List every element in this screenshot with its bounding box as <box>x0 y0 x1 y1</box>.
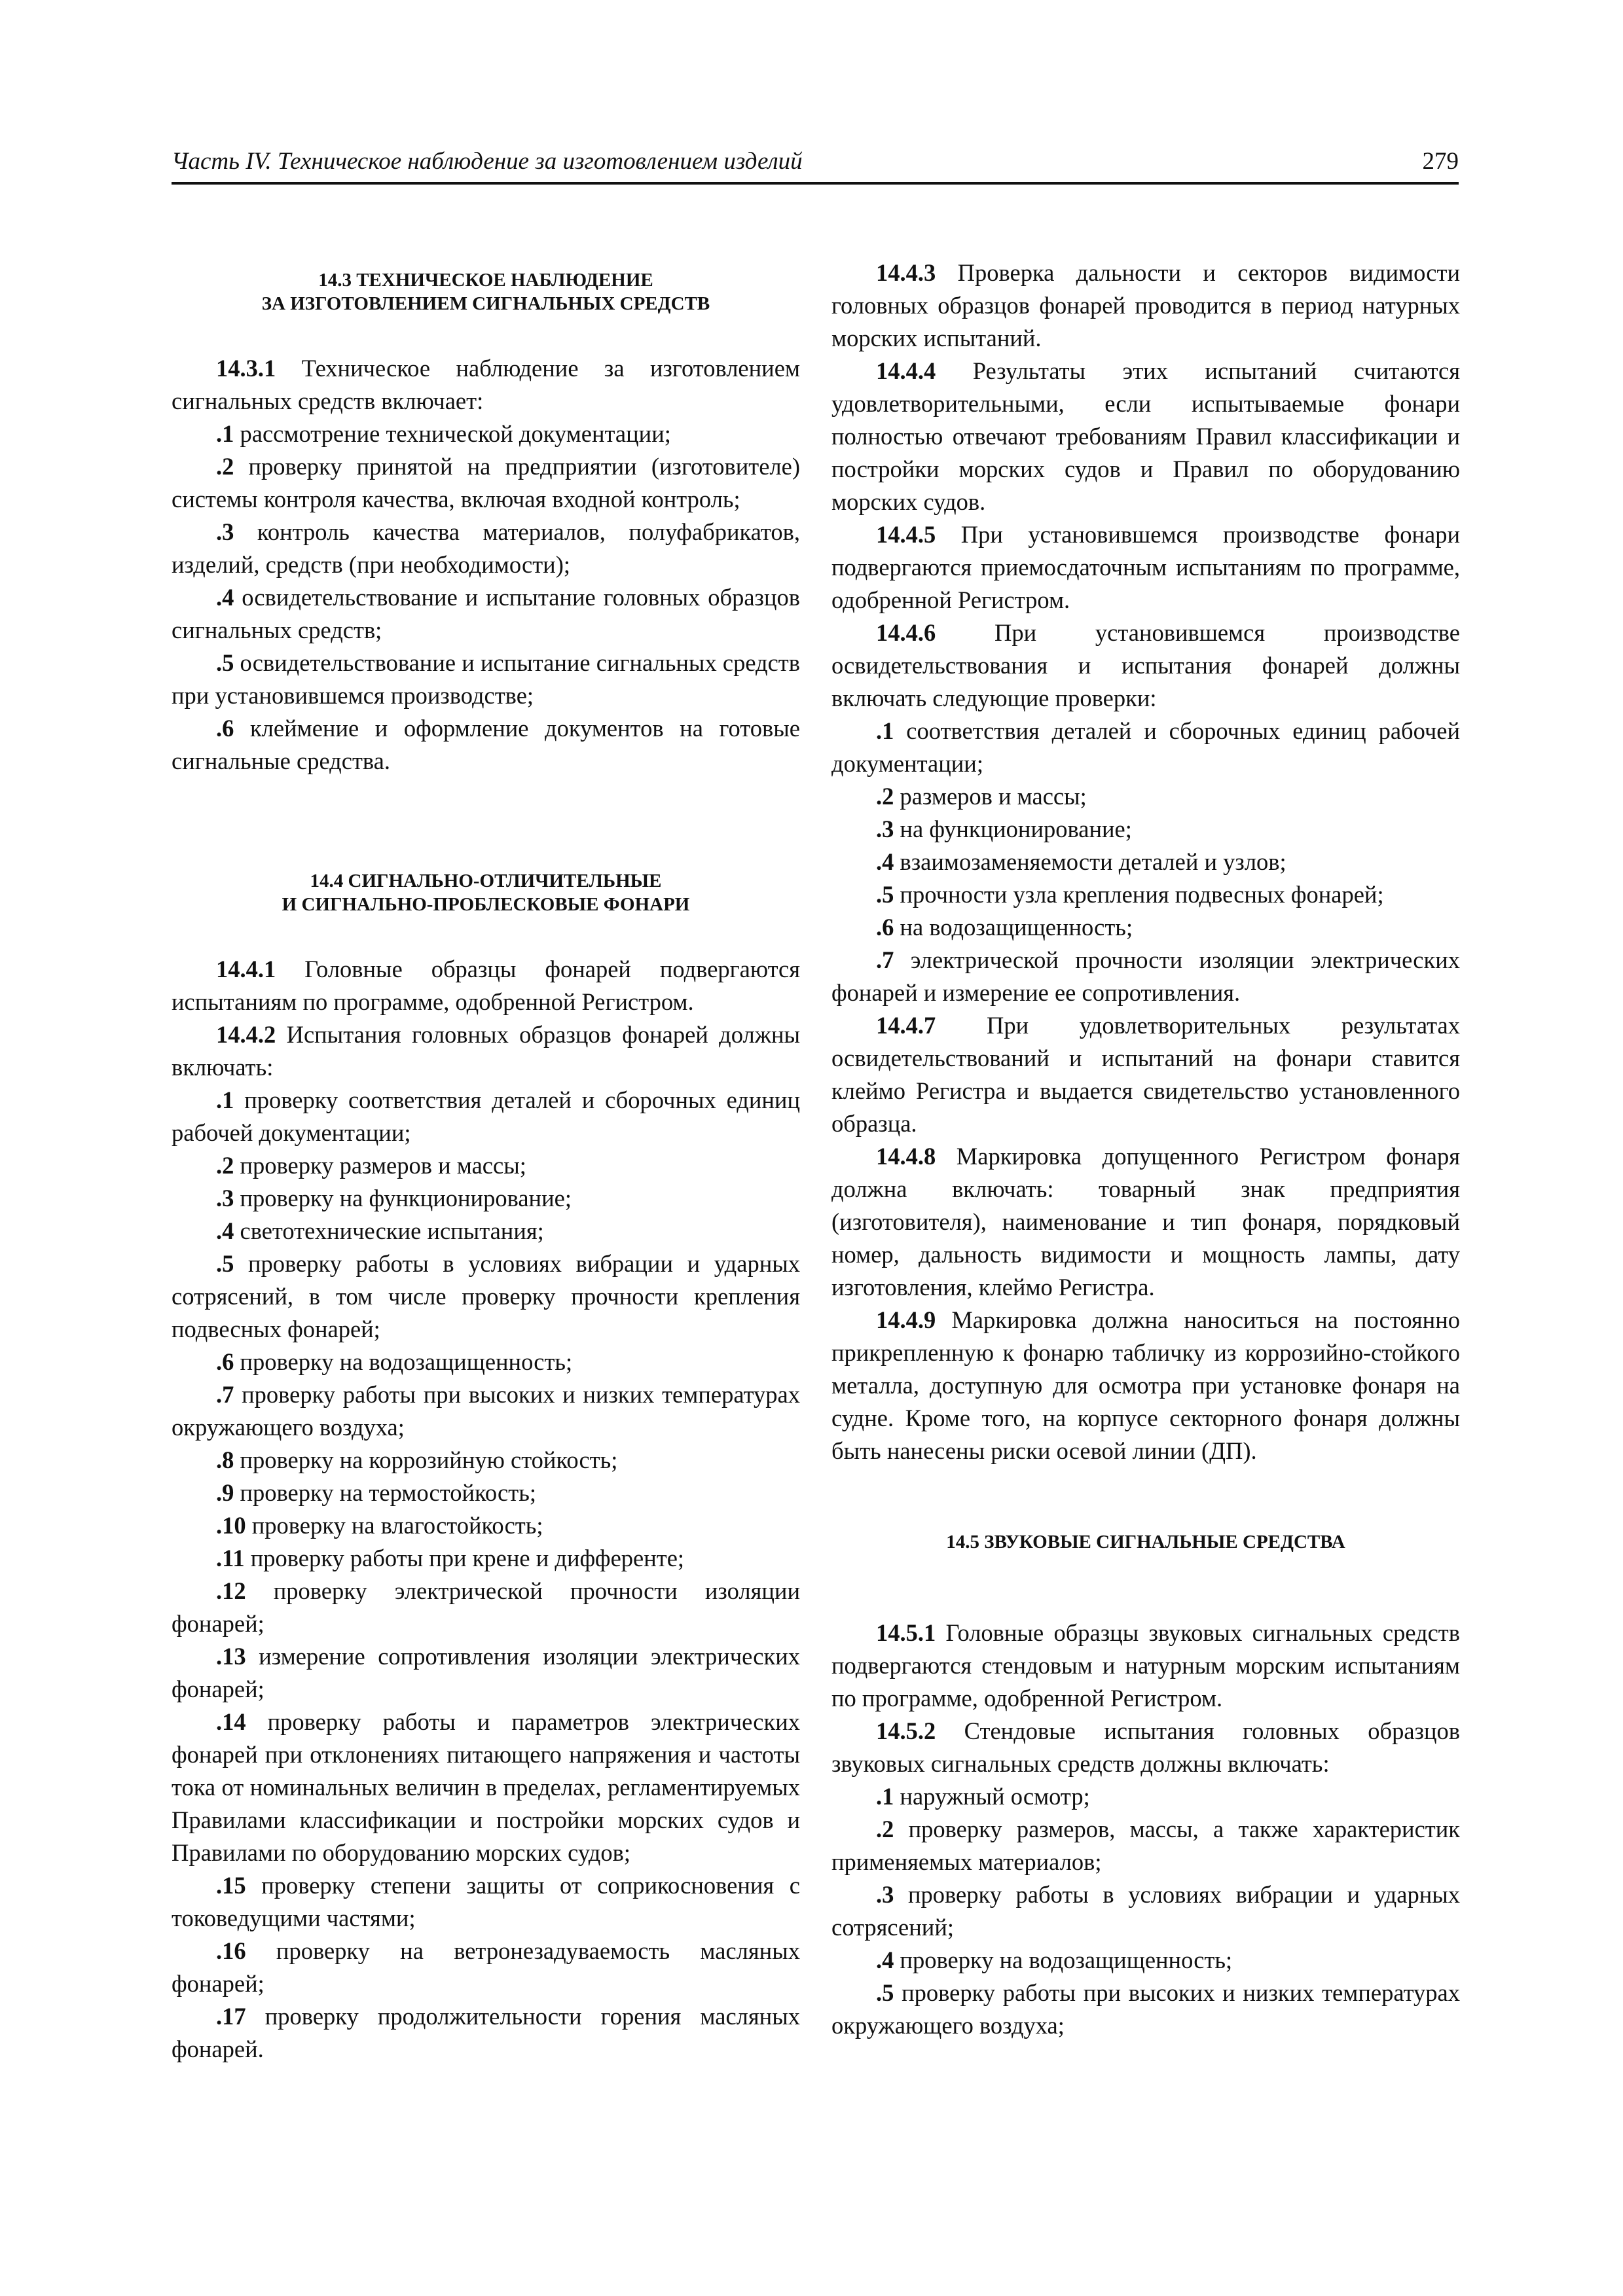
paragraph <box>831 846 1460 878</box>
section-heading-14-3: 14.3 ТЕХНИЧЕСКОЕ НАБЛЮДЕНИЕ ЗА ИЗГОТОВЛЕНИЕМ СИГНАЛЬНЫХ СРЕДСТВ <box>261 270 710 314</box>
clause-text: проверку на водозащищенность; <box>234 1348 573 1375</box>
clause-text: рассмотрение технической документации; <box>234 420 671 447</box>
section-14-5-body <box>831 1617 1460 2042</box>
clause-text: проверку работы в условиях вибрации и ударных сотрясений, в том числе проверку прочности крепления подвесных фонарей; <box>172 1250 800 1342</box>
clause-text: проверку работы и параметров электрических фонарей при отклонениях питающего напряжения и частоты тока от номинальных величин в пределах, регламентируемых Правилами классификации и постройки морских судов и Правилами по оборудованию морских судов; <box>172 1708 800 1866</box>
paragraph <box>172 1935 800 2000</box>
paragraph <box>172 1575 800 1640</box>
clause-text: проверку работы при высоких и низких температурах окружающего воздуха; <box>831 1979 1460 2039</box>
clause-text: светотехнические испытания; <box>234 1217 544 1244</box>
clause-number: 14.4.5 <box>876 521 936 548</box>
clause-number: .6 <box>876 914 894 941</box>
right-column <box>831 257 1460 2042</box>
clause-text: Головные образцы фонарей подвергаются испытаниям по программе, одобренной Регистром. <box>172 956 800 1015</box>
clause-number: .16 <box>216 1937 246 1964</box>
clause-text: проверку размеров, массы, а также характеристик применяемых материалов; <box>831 1816 1460 1875</box>
page-number: 279 <box>1422 148 1459 175</box>
clause-number: 14.4.3 <box>876 259 936 286</box>
paragraph <box>831 257 1460 355</box>
clause-number: .9 <box>216 1479 234 1506</box>
clause-text: проверку на термостойкость; <box>234 1479 536 1506</box>
clause-number: 14.5.1 <box>876 1619 936 1646</box>
clause-text: клеймение и оформление документов на готовые сигнальные средства. <box>172 715 800 774</box>
paragraph <box>172 352 800 418</box>
clause-number: .5 <box>216 649 234 676</box>
paragraph <box>831 780 1460 813</box>
clause-number: .5 <box>876 1979 894 2006</box>
paragraph <box>172 1706 800 1869</box>
clause-number: .5 <box>216 1250 234 1277</box>
clause-text: проверку принятой на предприятии (изготовителе) системы контроля качества, включая входной контроль; <box>172 453 800 512</box>
paragraph <box>172 1509 800 1542</box>
paragraph <box>831 1140 1460 1304</box>
clause-number: 14.4.8 <box>876 1143 936 1170</box>
paragraph <box>172 1346 800 1378</box>
paragraph <box>831 617 1460 715</box>
clause-number: .1 <box>216 1086 234 1113</box>
clause-text: проверку электрической прочности изоляции фонарей; <box>172 1577 800 1637</box>
paragraph <box>831 355 1460 518</box>
clause-number: 14.5.2 <box>876 1717 936 1744</box>
running-title: Часть IV. Техническое наблюдение за изготовлением изделий <box>172 148 803 175</box>
clause-text: проверку на ветронезадуваемость масляных фонарей; <box>172 1937 800 1997</box>
clause-number: .4 <box>216 1217 234 1244</box>
clause-text: Головные образцы звуковых сигнальных средств подвергаются стендовым и натурным морским испытаниям по программе, одобренной Регистром. <box>831 1619 1460 1712</box>
clause-text: Маркировка допущенного Регистром фонаря должна включать: товарный знак предприятия (изготовителя), наименование и тип фонаря, порядковый номер, дальность видимости и мощность лампы, дату изготовления, клеймо Регистра. <box>831 1143 1460 1300</box>
clause-number: 14.4.2 <box>216 1021 276 1048</box>
clause-number: 14.4.7 <box>876 1012 936 1039</box>
paragraph <box>172 1182 800 1215</box>
clause-text: проверку на коррозийную стойкость; <box>234 1446 618 1473</box>
clause-number: .2 <box>216 1152 234 1179</box>
paragraph <box>172 418 800 450</box>
paragraph <box>172 1640 800 1706</box>
paragraph <box>172 1215 800 1247</box>
clause-number: 14.4.9 <box>876 1306 936 1333</box>
clause-number: .2 <box>876 1816 894 1842</box>
running-header <box>172 145 1459 185</box>
paragraph <box>172 1444 800 1477</box>
clause-number: .17 <box>216 2003 246 2030</box>
paragraph <box>831 1009 1460 1140</box>
clause-text: освидетельствование и испытание сигнальных средств при установившемся производстве; <box>172 649 800 709</box>
clause-text: прочности узла крепления подвесных фонарей; <box>894 881 1384 908</box>
clause-text: на функционирование; <box>894 816 1132 842</box>
paragraph <box>831 1780 1460 1813</box>
section-14-4-continued-body <box>831 257 1460 1467</box>
clause-number: .5 <box>876 881 894 908</box>
clause-number: .6 <box>216 1348 234 1375</box>
clause-text: Результаты этих испытаний считаются удовлетворительными, если испытываемые фонари полностью отвечают требованиям Правил классификации и постройки морских судов и Правил по оборудованию морских судов. <box>831 357 1460 515</box>
clause-text: проверку на водозащищенность; <box>894 1946 1233 1973</box>
paragraph <box>172 1084 800 1149</box>
clause-text: При удовлетворительных результатах освидетельствований и испытаний на фонари ставится клеймо Регистра и выдается свидетельство установленного образца. <box>831 1012 1460 1137</box>
clause-number: .3 <box>216 1185 234 1211</box>
clause-number: .11 <box>216 1545 245 1571</box>
clause-text: соответствия деталей и сборочных единиц рабочей документации; <box>831 717 1460 777</box>
left-column <box>172 257 800 2066</box>
clause-text: Испытания головных образцов фонарей должны включать: <box>172 1021 800 1081</box>
paragraph <box>831 1813 1460 1878</box>
paragraph <box>831 944 1460 1009</box>
clause-text: Техническое наблюдение за изготовлением сигнальных средств включает: <box>172 355 800 414</box>
paragraph <box>172 953 800 1018</box>
paragraph <box>831 1878 1460 1944</box>
clause-text: Маркировка должна наноситься на постоянно прикрепленную к фонарю табличку из коррозийно-стойкого металла, доступную для осмотра при установке фонаря на судне. Кроме того, на корпусе секторного фонаря должны быть нанесены риски осевой линии (ДП). <box>831 1306 1460 1464</box>
clause-number: .4 <box>216 584 234 611</box>
paragraph <box>831 878 1460 911</box>
paragraph <box>172 1542 800 1575</box>
clause-number: .1 <box>216 420 234 447</box>
paragraph <box>172 1869 800 1935</box>
paragraph <box>172 2000 800 2066</box>
section-14-4-body <box>172 953 800 2066</box>
clause-text: измерение сопротивления изоляции электрических фонарей; <box>172 1643 800 1702</box>
paragraph <box>831 1715 1460 1780</box>
paragraph <box>172 1018 800 1084</box>
paragraph <box>172 1149 800 1182</box>
clause-number: .6 <box>216 715 234 742</box>
clause-text: проверку размеров и массы; <box>234 1152 526 1179</box>
clause-number: .2 <box>876 783 894 810</box>
clause-number: .3 <box>216 518 234 545</box>
clause-number: .7 <box>876 946 894 973</box>
clause-number: .10 <box>216 1512 246 1539</box>
clause-text: Проверка дальности и секторов видимости головных образцов фонарей проводится в период натурных морских испытаний. <box>831 259 1460 351</box>
clause-number: .1 <box>876 717 894 744</box>
clause-number: .13 <box>216 1643 246 1670</box>
clause-number: 14.3.1 <box>216 355 276 382</box>
clause-text: проверку работы в условиях вибрации и ударных сотрясений; <box>831 1881 1460 1941</box>
clause-text: электрической прочности изоляции электрических фонарей и измерение ее сопротивления. <box>831 946 1460 1006</box>
section-heading-14-4: 14.4 СИГНАЛЬНО-ОТЛИЧИТЕЛЬНЫЕ И СИГНАЛЬНО-ПРОБЛЕСКОВЫЕ ФОНАРИ <box>282 870 690 915</box>
paragraph <box>172 1247 800 1346</box>
clause-text: проверку степени защиты от соприкосновения с токоведущими частями; <box>172 1872 800 1931</box>
clause-text: проверку работы при крене и дифференте; <box>244 1545 685 1571</box>
clause-number: .3 <box>876 816 894 842</box>
clause-number: .15 <box>216 1872 246 1899</box>
clause-text: проверку продолжительности горения масляных фонарей. <box>172 2003 800 2062</box>
clause-text: При установившемся производстве освидетельствования и испытания фонарей должны включать следующие проверки: <box>831 619 1460 711</box>
clause-number: .2 <box>216 453 234 480</box>
paragraph <box>831 715 1460 780</box>
clause-text: наружный осмотр; <box>894 1783 1090 1810</box>
paragraph <box>172 712 800 778</box>
clause-text: на водозащищенность; <box>894 914 1133 941</box>
clause-text: проверку на функционирование; <box>234 1185 572 1211</box>
clause-text: контроль качества материалов, полуфабрикатов, изделий, средств (при необходимости); <box>172 518 800 578</box>
paragraph <box>172 581 800 647</box>
clause-text: При установившемся производстве фонари подвергаются приемосдаточным испытаниям по программе, одобренной Регистром. <box>831 521 1460 613</box>
clause-number: .8 <box>216 1446 234 1473</box>
paragraph <box>172 516 800 581</box>
section-heading-14-5: 14.5 ЗВУКОВЫЕ СИГНАЛЬНЫЕ СРЕДСТВА <box>946 1532 1345 1552</box>
section-14-3-body <box>172 352 800 778</box>
clause-text: освидетельствование и испытание головных образцов сигнальных средств; <box>172 584 800 643</box>
clause-text: проверку соответствия деталей и сборочных единиц рабочей документации; <box>172 1086 800 1146</box>
paragraph <box>831 1617 1460 1715</box>
paragraph <box>172 647 800 712</box>
clause-text: проверку на влагостойкость; <box>246 1512 543 1539</box>
paragraph <box>831 813 1460 846</box>
clause-number: .1 <box>876 1783 894 1810</box>
clause-number: 14.4.4 <box>876 357 936 384</box>
paragraph <box>831 1304 1460 1467</box>
clause-text: размеров и массы; <box>894 783 1087 810</box>
paragraph <box>831 518 1460 617</box>
paragraph <box>831 1944 1460 1977</box>
clause-text: Стендовые испытания головных образцов звуковых сигнальных средств должны включать: <box>831 1717 1460 1777</box>
clause-text: взаимозаменяемости деталей и узлов; <box>894 848 1286 875</box>
paragraph <box>831 911 1460 944</box>
clause-text: проверку работы при высоких и низких температурах окружающего воздуха; <box>172 1381 800 1441</box>
clause-number: .7 <box>216 1381 234 1408</box>
paragraph <box>172 1477 800 1509</box>
clause-number: .3 <box>876 1881 894 1908</box>
clause-number: .14 <box>216 1708 246 1735</box>
clause-number: .4 <box>876 1946 894 1973</box>
clause-number: 14.4.6 <box>876 619 936 646</box>
clause-number: .4 <box>876 848 894 875</box>
clause-number: 14.4.1 <box>216 956 276 982</box>
paragraph <box>172 1378 800 1444</box>
clause-number: .12 <box>216 1577 246 1604</box>
paragraph <box>831 1977 1460 2042</box>
paragraph <box>172 450 800 516</box>
